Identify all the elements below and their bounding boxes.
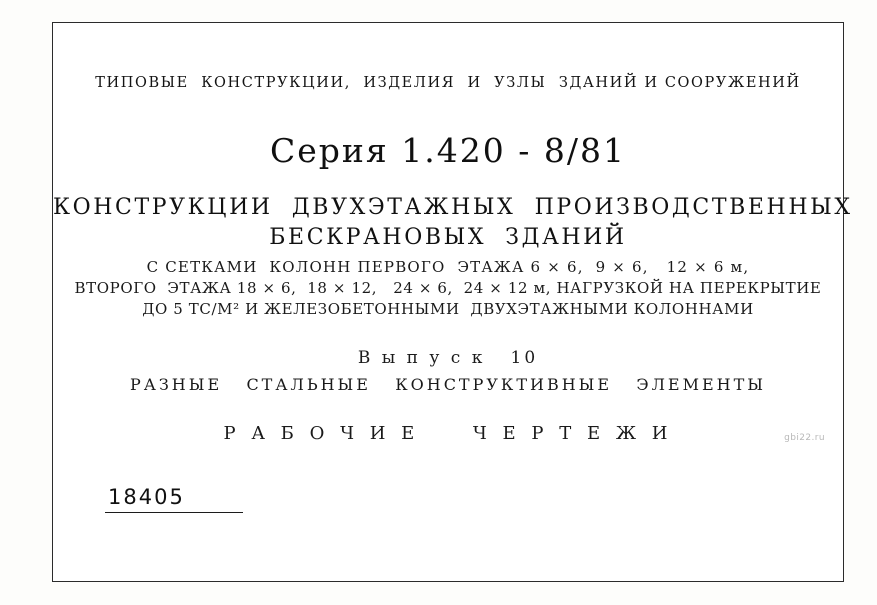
document-subtitle-line-2: ВТОРОГО ЭТАЖА 18 × 6, 18 × 12, 24 × 6, 24 × 12 м, НАГРУЗКОЙ НА ПЕРЕКРЫТИЕ <box>74 279 822 297</box>
watermark-text: gbi22.ru <box>784 433 825 443</box>
document-header-line: ТИПОВЫЕ КОНСТРУКЦИИ, ИЗДЕЛИЯ И УЗЛЫ ЗДАНИЙ И СООРУЖЕНИЙ <box>95 75 801 91</box>
title-sheet-frame <box>52 22 853 582</box>
document-subtitle-line-1: С СЕТКАМИ КОЛОНН ПЕРВОГО ЭТАЖА 6 × 6, 9 × 6, 12 × 6 м, <box>146 258 750 276</box>
document-number-underline <box>105 512 243 513</box>
series-number: Серия 1.420 - 8/81 <box>270 131 626 170</box>
document-subtitle-line-3: ДО 5 ТС/М² И ЖЕЛЕЗОБЕТОННЫМИ ДВУХЭТАЖНЫМИ КОЛОННАМИ <box>142 300 754 318</box>
working-drawings-label: Р А Б О Ч И Е Ч Е Р Т Е Ж И <box>223 423 673 444</box>
title-sheet-content <box>53 23 853 581</box>
document-title-line-2: БЕСКРАНОВЫХ ЗДАНИЙ <box>269 225 627 250</box>
issue-subtitle: РАЗНЫЕ СТАЛЬНЫЕ КОНСТРУКТИВНЫЕ ЭЛЕМЕНТЫ <box>129 375 767 394</box>
issue-number: В ы п у с к 10 <box>357 348 539 368</box>
document-number: 18405 <box>108 485 185 509</box>
document-title-line-1: КОНСТРУКЦИИ ДВУХЭТАЖНЫХ ПРОИЗВОДСТВЕННЫХ <box>53 195 853 220</box>
